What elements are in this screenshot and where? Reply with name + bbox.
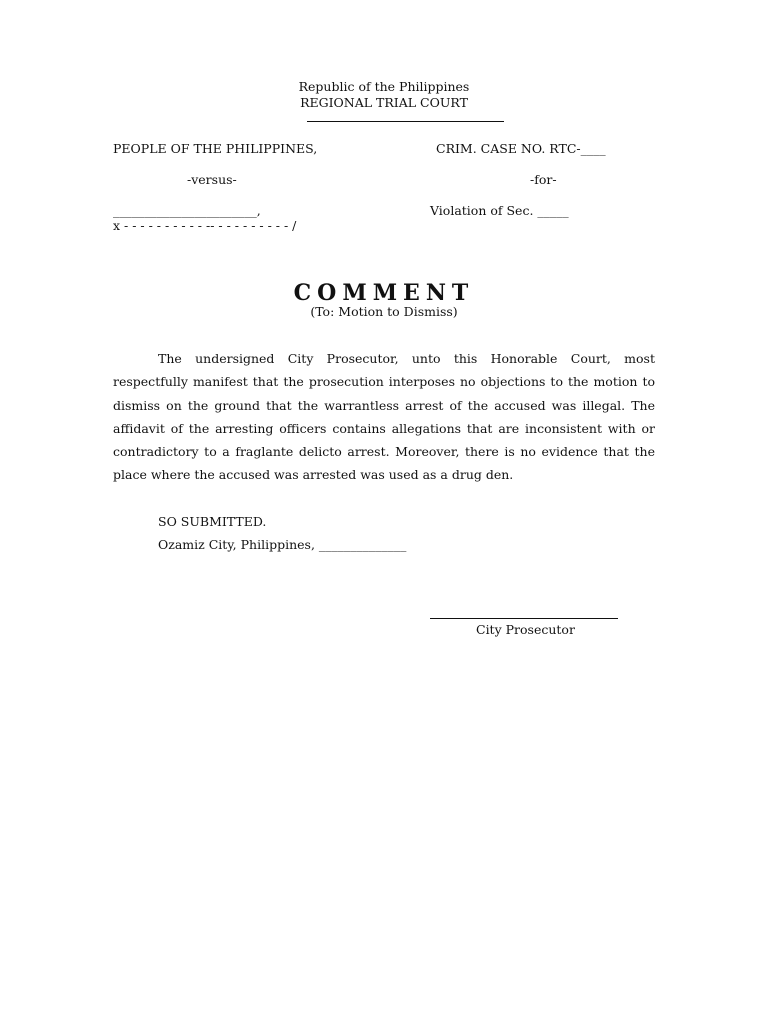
body-paragraph: The undersigned City Prosecutor, unto this Honorable Court, most respectfully manifest that the prosecution interposes no objections to the motion to dismiss on the ground that the warrantless arrest of the accused was illegal. The affidavit of the arresting officers contains allegations that are inconsistent with or contradictory to a fraglante delicto arrest. Moreover, there is no evidence that the place where the accused was arrested was used as a drug den.	[113, 351, 655, 483]
versus-label: -versus-	[187, 172, 237, 187]
court-name: REGIONAL TRIAL COURT	[300, 95, 468, 110]
for-label: -for-	[530, 172, 557, 187]
court-republic-line: Republic of the Philippines	[298, 79, 470, 94]
place-date-line: Ozamiz City, Philippines, ______________	[158, 537, 407, 552]
signature-line	[430, 618, 618, 619]
caption-separator: x - - - - - - - - - - -- - - - - - - - - - /	[113, 218, 297, 233]
document-title: COMMENT	[293, 280, 475, 306]
violation-section: Violation of Sec. _____	[430, 203, 569, 218]
document-subtitle: (To: Motion to Dismiss)	[310, 304, 458, 319]
plaintiff-name: PEOPLE OF THE PHILIPPINES,	[113, 141, 318, 156]
signatory-title: City Prosecutor	[476, 622, 575, 637]
case-number: CRIM. CASE NO. RTC-____	[436, 141, 606, 156]
defendant-name-blank: _______________________,	[113, 203, 261, 218]
so-submitted: SO SUBMITTED.	[158, 514, 267, 529]
header-underline	[307, 121, 504, 122]
